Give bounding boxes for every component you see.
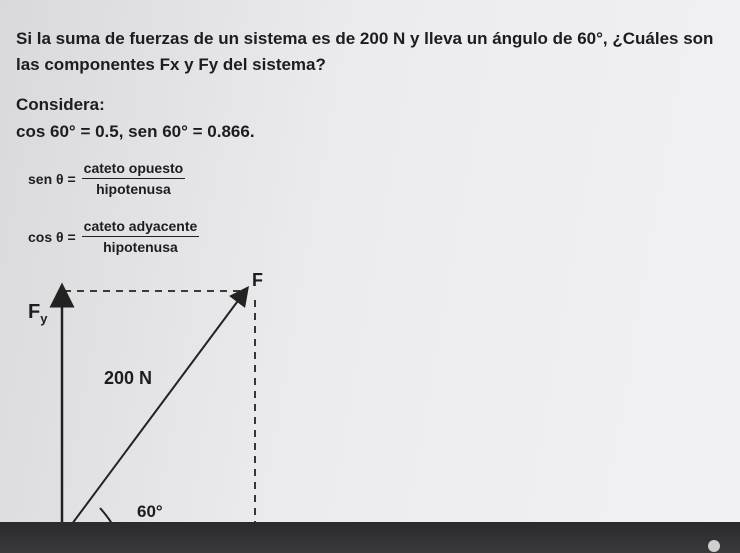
force-label: 200 N <box>104 368 153 388</box>
label-f: F <box>252 270 263 290</box>
angle-label: 60° <box>137 502 163 521</box>
formula-sen-denominator: hipotenusa <box>96 181 171 197</box>
formula-cos-denominator: hipotenusa <box>103 239 178 255</box>
f-vector <box>66 294 243 532</box>
considera-label: Considera: <box>16 95 105 114</box>
screen-bottom-edge <box>0 522 740 553</box>
corner-dot-icon <box>708 540 720 552</box>
given-values: cos 60° = 0.5, sen 60° = 0.866. <box>16 122 255 141</box>
label-fy-sub: y <box>40 311 48 326</box>
formula-sen-numerator: cateto opuesto <box>82 160 186 179</box>
formula-cos-numerator: cateto adyacente <box>82 218 200 237</box>
question-text: Si la suma de fuerzas de un sistema es de 200 N y lleva un ángulo de 60°, ¿Cuáles son las componentes Fx y Fy del sistema? <box>16 29 714 74</box>
formula-sen-lhs: sen θ = <box>28 170 76 187</box>
label-fy <box>28 301 48 326</box>
formula-cos-lhs: cos θ = <box>28 228 76 245</box>
label-fy-main: F <box>28 301 41 323</box>
